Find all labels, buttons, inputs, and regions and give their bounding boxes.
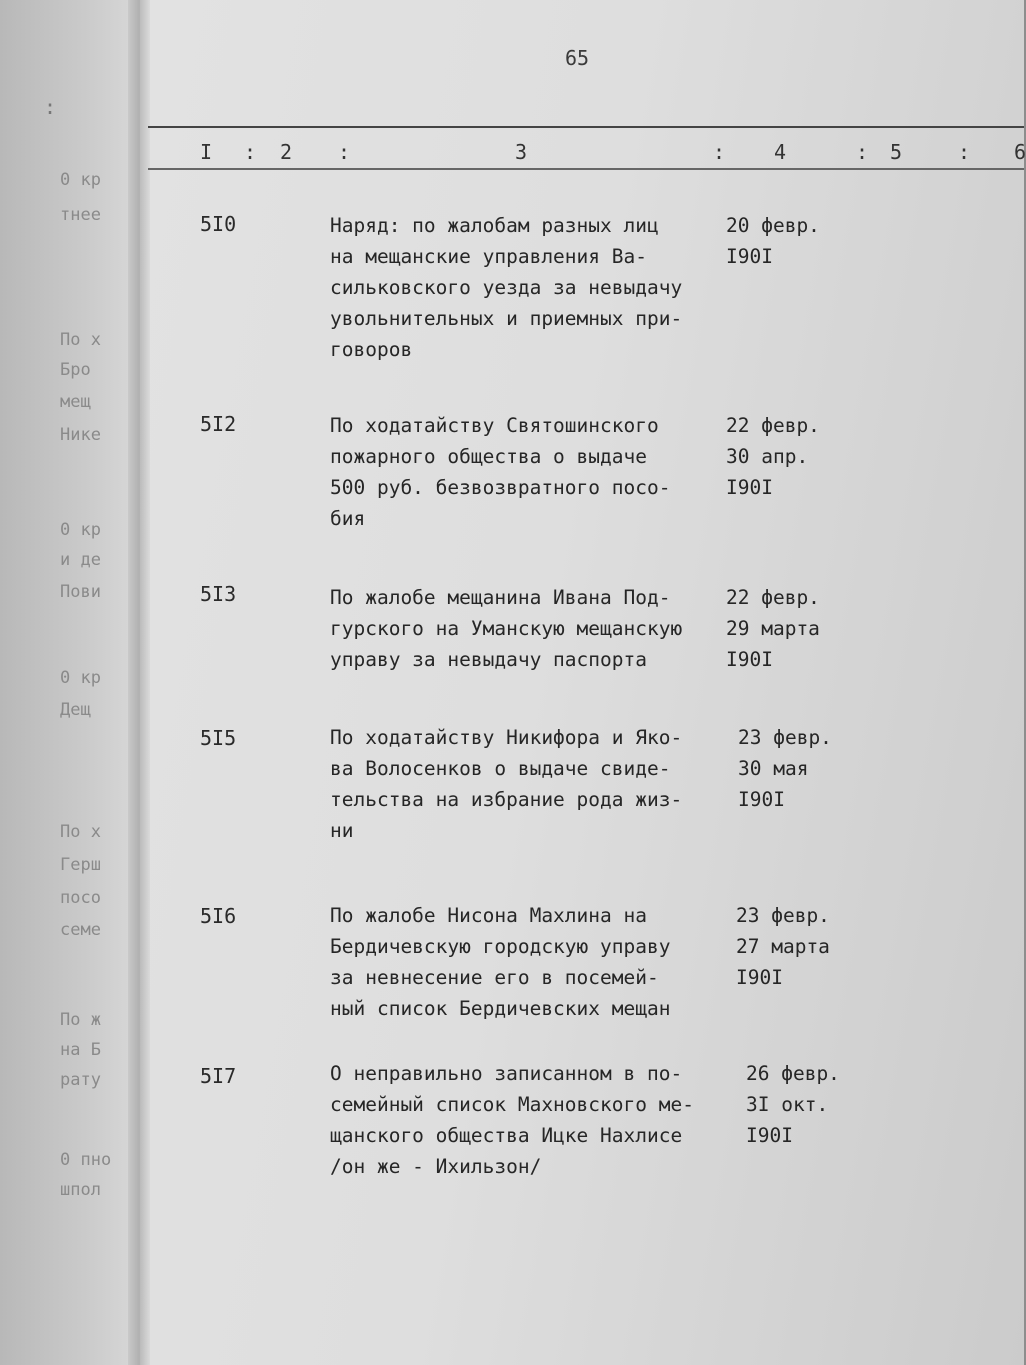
entry-line: гурского на Уманскую мещанскую <box>330 617 683 640</box>
entry-date: 23 февр. <box>738 726 832 749</box>
entry-line: ни <box>330 819 354 842</box>
entry-line: По ходатайству Никифора и Яко- <box>330 726 683 749</box>
entry-date: 30 апр. <box>726 445 809 468</box>
entry-line: управу за невыдачу паспорта <box>330 648 647 671</box>
entry-line: щанского общества Ицке Нахлисе <box>330 1124 683 1147</box>
entry-number: 5I5 <box>200 726 237 750</box>
entry-date: I90I <box>746 1124 793 1147</box>
entry-date: I90I <box>736 966 783 989</box>
margin-marks: : <box>44 95 57 119</box>
entry-number: 5I7 <box>200 1064 237 1088</box>
entry-description <box>330 1058 750 1182</box>
entry-line: говоров <box>330 338 413 361</box>
entry-date: 3I окт. <box>746 1093 829 1116</box>
entry-number: 5I2 <box>200 412 237 436</box>
facing-page-fragment: семе <box>60 920 101 940</box>
facing-page-fragment: 0 кр <box>60 668 101 688</box>
facing-page-fragment: По ж <box>60 1010 101 1030</box>
facing-page-fragment: Бро <box>60 360 91 380</box>
column-separator: : <box>856 140 869 164</box>
facing-page-fragment: мещ <box>60 392 91 412</box>
entry-date: I90I <box>726 648 773 671</box>
entry-date: 20 февр. <box>726 214 820 237</box>
entry-line: семейный список Махновского ме- <box>330 1093 694 1116</box>
facing-page-fragment: Пови <box>60 582 101 602</box>
entry-line: По ходатайству Святошинского <box>330 414 659 437</box>
entry-line: на мещанские управления Ва- <box>330 245 647 268</box>
entry-date: 30 мая <box>738 757 809 780</box>
entry-dates <box>726 582 856 675</box>
facing-page <box>0 0 140 1365</box>
entry-line: Наряд: по жалобам разных лиц <box>330 214 659 237</box>
facing-page-fragment: Нике <box>60 425 101 445</box>
facing-page-fragment: Дещ <box>60 700 91 720</box>
entry-dates <box>726 410 856 503</box>
entry-dates <box>726 210 856 272</box>
facing-page-fragment: на Б <box>60 1040 101 1060</box>
column-header-4: 4 <box>774 140 787 164</box>
entry-description <box>330 900 750 1024</box>
book-gutter <box>128 0 150 1365</box>
entry-line: тельства на избрание рода жиз- <box>330 788 683 811</box>
entry-date: 22 февр. <box>726 414 820 437</box>
facing-page-fragment: 0 кр <box>60 520 101 540</box>
entry-description <box>330 582 750 675</box>
column-header-1: I <box>200 140 213 164</box>
column-separator: : <box>244 140 257 164</box>
entry-line: ва Волосенков о выдаче свиде- <box>330 757 671 780</box>
facing-page-fragment: и де <box>60 550 101 570</box>
entry-line: увольнительных и приемных при- <box>330 307 683 330</box>
entry-line: По жалобе мещанина Ивана Под- <box>330 586 671 609</box>
entry-description <box>330 410 750 534</box>
entry-description <box>330 210 750 365</box>
entry-line: за невнесение его в посемей- <box>330 966 659 989</box>
entry-dates <box>746 1058 876 1151</box>
column-separator: : <box>713 140 726 164</box>
column-separator: : <box>958 140 971 164</box>
entry-date: I90I <box>726 476 773 499</box>
entry-dates <box>738 722 868 815</box>
entry-line: сильковского уезда за невыдачу <box>330 276 683 299</box>
entry-line: пожарного общества о выдаче <box>330 445 647 468</box>
entry-line: О неправильно записанном в по- <box>330 1062 683 1085</box>
entry-line: 500 руб. безвозвратного посо- <box>330 476 671 499</box>
entry-date: I90I <box>738 788 785 811</box>
facing-page-fragment: тнее <box>60 205 101 225</box>
column-header-5: 5 <box>890 140 903 164</box>
entry-date: 26 февр. <box>746 1062 840 1085</box>
header-top-rule <box>148 126 1024 128</box>
entry-line: бия <box>330 507 366 530</box>
facing-page-fragment: Герш <box>60 855 101 875</box>
page-number: 65 <box>565 46 590 70</box>
column-header-6: 6 <box>1014 140 1026 164</box>
entry-date: 29 марта <box>726 617 820 640</box>
column-header-2: 2 <box>280 140 293 164</box>
facing-page-fragment: 0 кр <box>60 170 101 190</box>
facing-page-fragment: шпол <box>60 1180 101 1200</box>
column-header-3: 3 <box>515 140 528 164</box>
entry-date: 22 февр. <box>726 586 820 609</box>
facing-page-fragment: 0 пно <box>60 1150 112 1170</box>
header-bottom-rule <box>148 168 1024 170</box>
facing-page-fragment: По х <box>60 822 101 842</box>
entry-line: /он же - Ихильзон/ <box>330 1155 542 1178</box>
column-separator: : <box>338 140 351 164</box>
facing-page-fragment: По х <box>60 330 101 350</box>
entry-line: Бердичевскую городскую управу <box>330 935 671 958</box>
entry-number: 5I0 <box>200 212 237 236</box>
entry-number: 5I6 <box>200 904 237 928</box>
entry-date: 23 февр. <box>736 904 830 927</box>
facing-page-fragment: рату <box>60 1070 101 1090</box>
entry-dates <box>736 900 866 993</box>
entry-line: По жалобе Нисона Махлина на <box>330 904 647 927</box>
entry-date: 27 марта <box>736 935 830 958</box>
entry-number: 5I3 <box>200 582 237 606</box>
facing-page-fragment: посо <box>60 888 101 908</box>
entry-date: I90I <box>726 245 773 268</box>
entry-line: ный список Бердичевских мещан <box>330 997 671 1020</box>
entry-description <box>330 722 750 846</box>
